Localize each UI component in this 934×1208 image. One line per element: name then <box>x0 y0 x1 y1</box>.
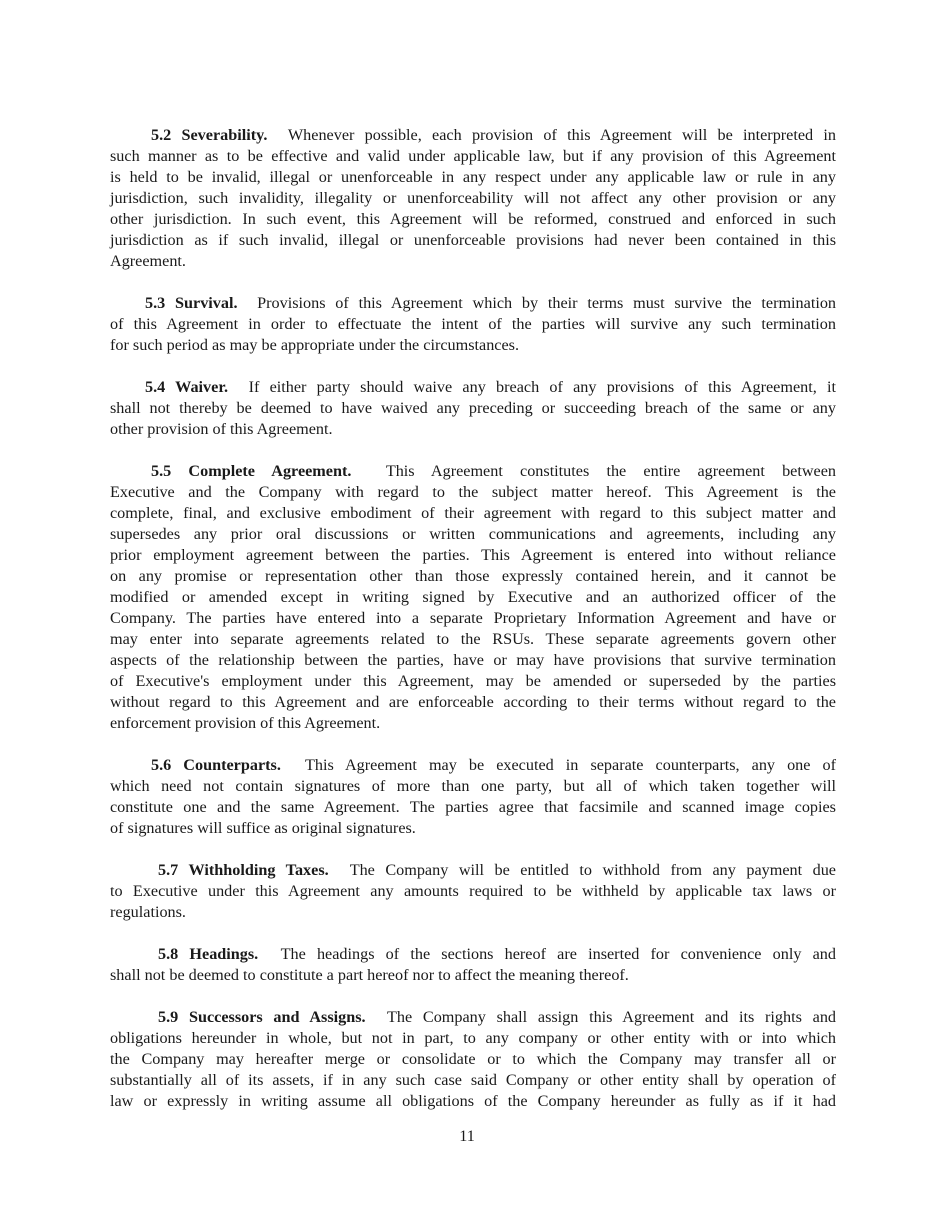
paragraph-line: aspects of the relationship between the parties, have or may have provisions that survive termination <box>110 651 836 669</box>
paragraph-line: complete, final, and exclusive embodiment of their agreement with regard to this subject matter and <box>110 504 836 522</box>
paragraph-line: of signatures will suffice as original signatures. <box>110 819 416 837</box>
section-heading: 5.5 Complete Agreement. <box>151 462 352 480</box>
section-5-7 <box>110 860 836 923</box>
paragraph-line: Agreement. <box>110 252 186 270</box>
section-heading: 5.9 Successors and Assigns. <box>158 1008 366 1026</box>
section-text: The Company shall assign this Agreement and its rights and <box>387 1008 837 1026</box>
section-text: Provisions of this Agreement which by their terms must survive the termination <box>257 294 837 312</box>
section-5-8 <box>110 944 836 986</box>
paragraph-line: the Company may hereafter merge or consolidate or to which the Company may transfer all or <box>110 1050 836 1068</box>
section-text: The Company will be entitled to withhold from any payment due <box>349 861 836 879</box>
section-heading: 5.4 Waiver. <box>145 378 229 396</box>
paragraph-line: supersedes any prior oral discussions or written communications and agreements, including any <box>110 525 836 543</box>
paragraph-line: other provision of this Agreement. <box>110 420 333 438</box>
section-heading: 5.8 Headings. <box>158 945 259 963</box>
paragraph-line: shall not thereby be deemed to have waived any preceding or succeeding breach of the same or any <box>110 399 836 417</box>
paragraph-line <box>110 755 836 776</box>
paragraph-line: on any promise or representation other than those expressly contained herein, and it cannot be <box>110 567 836 585</box>
section-5-4 <box>110 377 836 440</box>
document-page <box>110 125 836 1133</box>
section-heading: 5.6 Counterparts. <box>151 756 281 774</box>
paragraph-line <box>110 125 836 146</box>
paragraph-line: prior employment agreement between the parties. This Agreement is entered into without reliance <box>110 546 836 564</box>
paragraph-line: shall not be deemed to constitute a part hereof nor to affect the meaning thereof. <box>110 966 629 984</box>
section-text: This Agreement may be executed in separate counterparts, any one of <box>305 756 837 774</box>
paragraph-line <box>110 461 836 482</box>
paragraph-line: law or expressly in writing assume all obligations of the Company hereunder as fully as if it had <box>110 1092 836 1110</box>
paragraph-line <box>110 860 836 881</box>
section-text: The headings of the sections hereof are inserted for convenience only and <box>280 945 836 963</box>
section-5-5 <box>110 461 836 734</box>
paragraph-line: which need not contain signatures of more than one party, but all of which taken together will <box>110 777 836 795</box>
section-heading: 5.2 Severability. <box>151 126 268 144</box>
paragraph-line: regulations. <box>110 903 186 921</box>
section-5-3 <box>110 293 836 356</box>
paragraph-line: without regard to this Agreement and are enforceable according to their terms without regard to the <box>110 693 836 711</box>
paragraph-line: Company. The parties have entered into a separate Proprietary Information Agreement and have or <box>110 609 836 627</box>
section-5-2 <box>110 125 836 272</box>
paragraph-line: of this Agreement in order to effectuate the intent of the parties will survive any such termination <box>110 315 836 333</box>
section-text: Whenever possible, each provision of this Agreement will be interpreted in <box>287 126 836 144</box>
paragraph-line: constitute one and the same Agreement. The parties agree that facsimile and scanned image copies <box>110 798 836 816</box>
paragraph-line <box>110 293 836 314</box>
paragraph-line: modified or amended except in writing signed by Executive and an authorized officer of the <box>110 588 836 606</box>
paragraph-line: jurisdiction, such invalidity, illegality or unenforceability will not affect any other provision or any <box>110 189 836 207</box>
paragraph-line: is held to be invalid, illegal or unenforceable in any respect under any applicable law or rule in any <box>110 168 836 186</box>
section-heading: 5.7 Withholding Taxes. <box>158 861 329 879</box>
page-number: 11 <box>459 1127 475 1145</box>
section-text: If either party should waive any breach of any provisions of this Agreement, it <box>248 378 837 396</box>
paragraph-line: substantially all of its assets, if in any such case said Company or other entity shall by operation of <box>110 1071 836 1089</box>
section-heading: 5.3 Survival. <box>145 294 238 312</box>
paragraph-line <box>110 377 836 398</box>
paragraph-line: other jurisdiction. In such event, this Agreement will be reformed, construed and enforced in such <box>110 210 836 228</box>
paragraph-line: may enter into separate agreements related to the RSUs. These separate agreements govern other <box>110 630 836 648</box>
paragraph-line: jurisdiction as if such invalid, illegal or unenforceable provisions had never been contained in this <box>110 231 836 249</box>
paragraph-line <box>110 1007 836 1028</box>
paragraph-line: Executive and the Company with regard to the subject matter hereof. This Agreement is the <box>110 483 836 501</box>
section-5-6 <box>110 755 836 839</box>
paragraph-line: such manner as to be effective and valid under applicable law, but if any provision of this Agreement <box>110 147 836 165</box>
section-5-9 <box>110 1007 836 1112</box>
section-text: This Agreement constitutes the entire agreement between <box>385 462 837 480</box>
paragraph-line: to Executive under this Agreement any amounts required to be withheld by applicable tax laws or <box>110 882 836 900</box>
paragraph-line: obligations hereunder in whole, but not in part, to any company or other entity with or into which <box>110 1029 836 1047</box>
paragraph-line <box>110 944 836 965</box>
paragraph-line: for such period as may be appropriate under the circumstances. <box>110 336 520 354</box>
paragraph-line: enforcement provision of this Agreement. <box>110 714 381 732</box>
paragraph-line: of Executive's employment under this Agreement, may be amended or superseded by the parties <box>110 672 836 690</box>
